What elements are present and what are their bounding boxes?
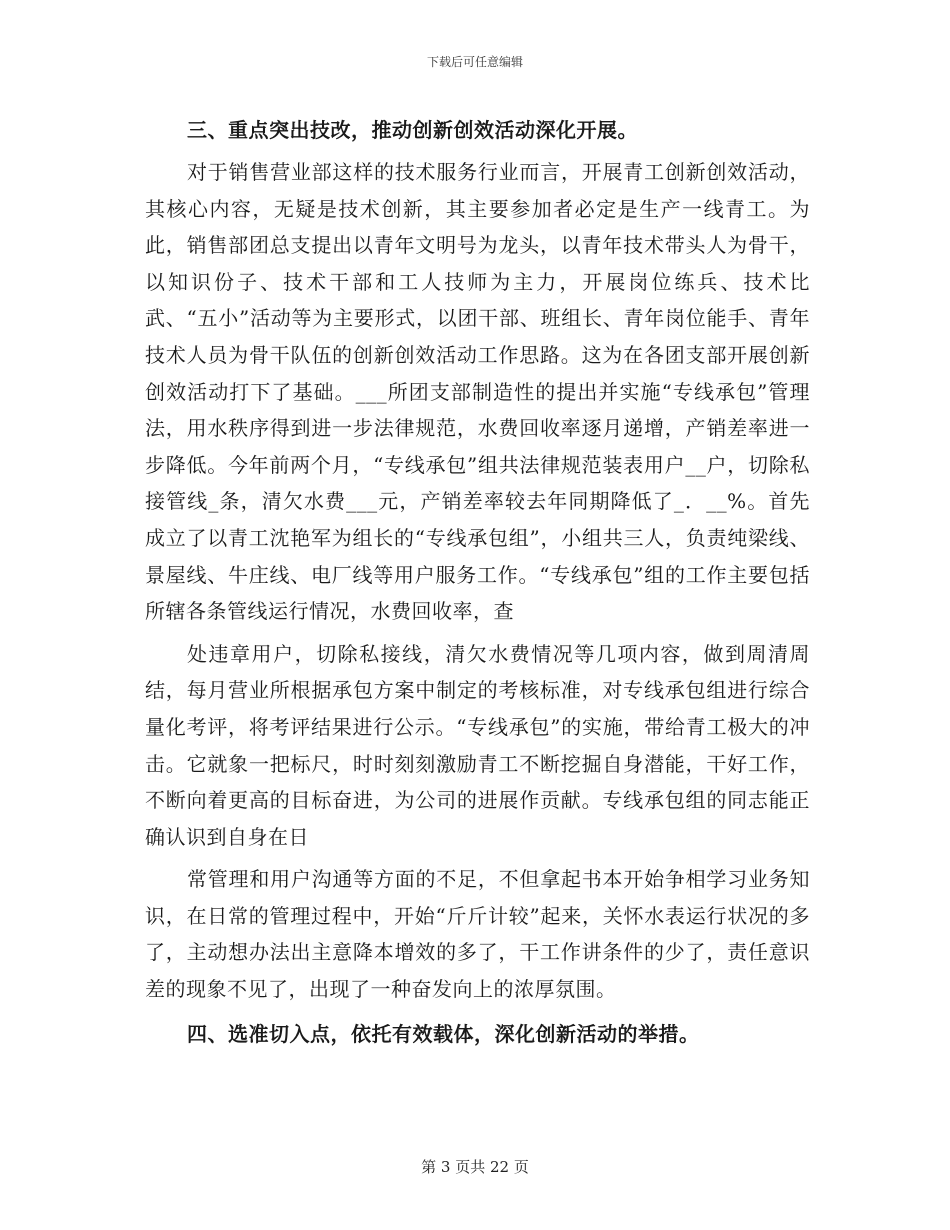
body-paragraph-2: 处违章用户，切除私接线，清欠水费情况等几项内容，做到周清周结，每月营业所根据承包方案中制定的考核标准，对专线承包组进行综合量化考评，将考评结果进行公示。“专线承包”的实施，带给青工极大的冲击。它就象一把标尺，时时刻刻激励青工不断挖掘自身潜能，干好工作，不断向着更高的目标奋进，为公司的进展作贡献。专线承包组的同志能正确认识到自身在日	[145, 641, 810, 849]
page-header: 下载后可任意编辑	[426, 55, 523, 69]
body-paragraph-3: 常管理和用户沟通等方面的不足，不但拿起书本开始争相学习业务知识，在日常的管理过程中，开始“斤斤计较”起来，关怀水表运行状况的多了，主动想办法出主意降本增效的多了，干工作讲条件的少了，责任意识差的现象不见了，出现了一种奋发向上的浓厚氛围。	[145, 867, 810, 1002]
document-body	[145, 110, 810, 1054]
section-heading-4: 四、选准切入点，依托有效载体，深化创新活动的举措。	[187, 1021, 700, 1046]
body-paragraph-1: 对于销售营业部这样的技术服务行业而言，开展青工创新创效活动，其核心内容，无疑是技术创新，其主要参加者必定是生产一线青工。为此，销售部团总支提出以青年文明号为龙头，以青年技术带头人为骨干，以知识份子、技术干部和工人技师为主力，开展岗位练兵、技术比武、“五小”活动等为主要形式，以团干部、班组长、青年岗位能手、青年技术人员为骨干队伍的创新创效活动工作思路。这为在各团支部开展创新创效活动打下了基础。___所团支部制造性的提出并实施“专线承包”管理法，用水秩序得到进一步法律规范，水费回收率逐月递增，产销差率进一步降低。今年前两个月，“专线承包”组共法律规范装表用户__户，切除私接管线_条，清欠水费___元，产销差率较去年同期降低了_．__%。首先成立了以青工沈艳军为组长的“专线承包组”，小组共三人，负责纯梁线、景屋线、牛庄线、电厂线等用户服务工作。“专线承包”组的工作主要包括所辖各条管线运行情况，水费回收率，查	[145, 160, 810, 624]
page-footer: 第 3 页共 22 页	[421, 1158, 529, 1176]
section-heading-3: 三、重点突出技改，推动创新创效活动深化开展。	[187, 118, 638, 142]
